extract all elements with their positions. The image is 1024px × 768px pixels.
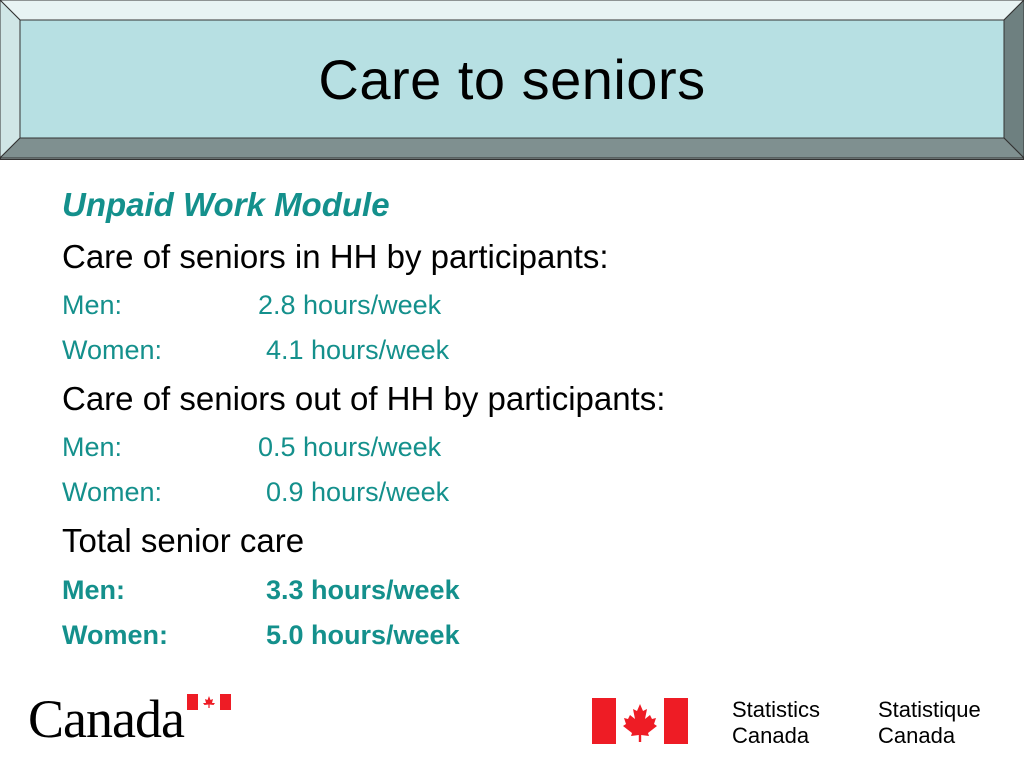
agency-name-fr	[878, 697, 981, 749]
canadian-flag-icon	[592, 698, 688, 744]
row-label: Men:	[62, 290, 123, 320]
title-frame	[0, 0, 1024, 160]
wordmark-text: Canada	[28, 689, 184, 749]
data-row	[62, 620, 460, 651]
row-value: 0.5 hours/week	[258, 432, 442, 462]
canada-wordmark	[28, 689, 218, 749]
row-value: 3.3 hours/week	[266, 575, 460, 605]
row-value: 4.1 hours/week	[266, 335, 450, 365]
agency-line: Statistique	[878, 697, 981, 722]
data-row	[62, 290, 442, 321]
row-label: Men:	[62, 432, 123, 462]
row-label: Women:	[62, 477, 163, 507]
row-label: Women:	[62, 335, 163, 365]
row-value: 2.8 hours/week	[258, 290, 442, 320]
agency-line: Canada	[732, 723, 810, 748]
data-row	[62, 575, 460, 606]
wordmark-flag-icon	[187, 694, 231, 710]
slide-title: Care to seniors	[318, 47, 706, 111]
section-heading: Total senior care	[62, 522, 305, 559]
section-heading: Care of seniors out of HH by participants:	[62, 380, 666, 417]
agency-line: Canada	[878, 723, 956, 748]
section-heading: Care of seniors in HH by participants:	[62, 238, 609, 275]
row-value: 5.0 hours/week	[266, 620, 460, 650]
row-label: Women:	[62, 620, 168, 650]
data-row	[62, 477, 450, 508]
data-row	[62, 335, 450, 366]
row-label: Men:	[62, 575, 125, 605]
agency-line: Statistics	[732, 697, 821, 722]
agency-name-en	[732, 697, 820, 749]
module-heading: Unpaid Work Module	[62, 186, 390, 223]
row-value: 0.9 hours/week	[266, 477, 450, 507]
data-row	[62, 432, 442, 463]
